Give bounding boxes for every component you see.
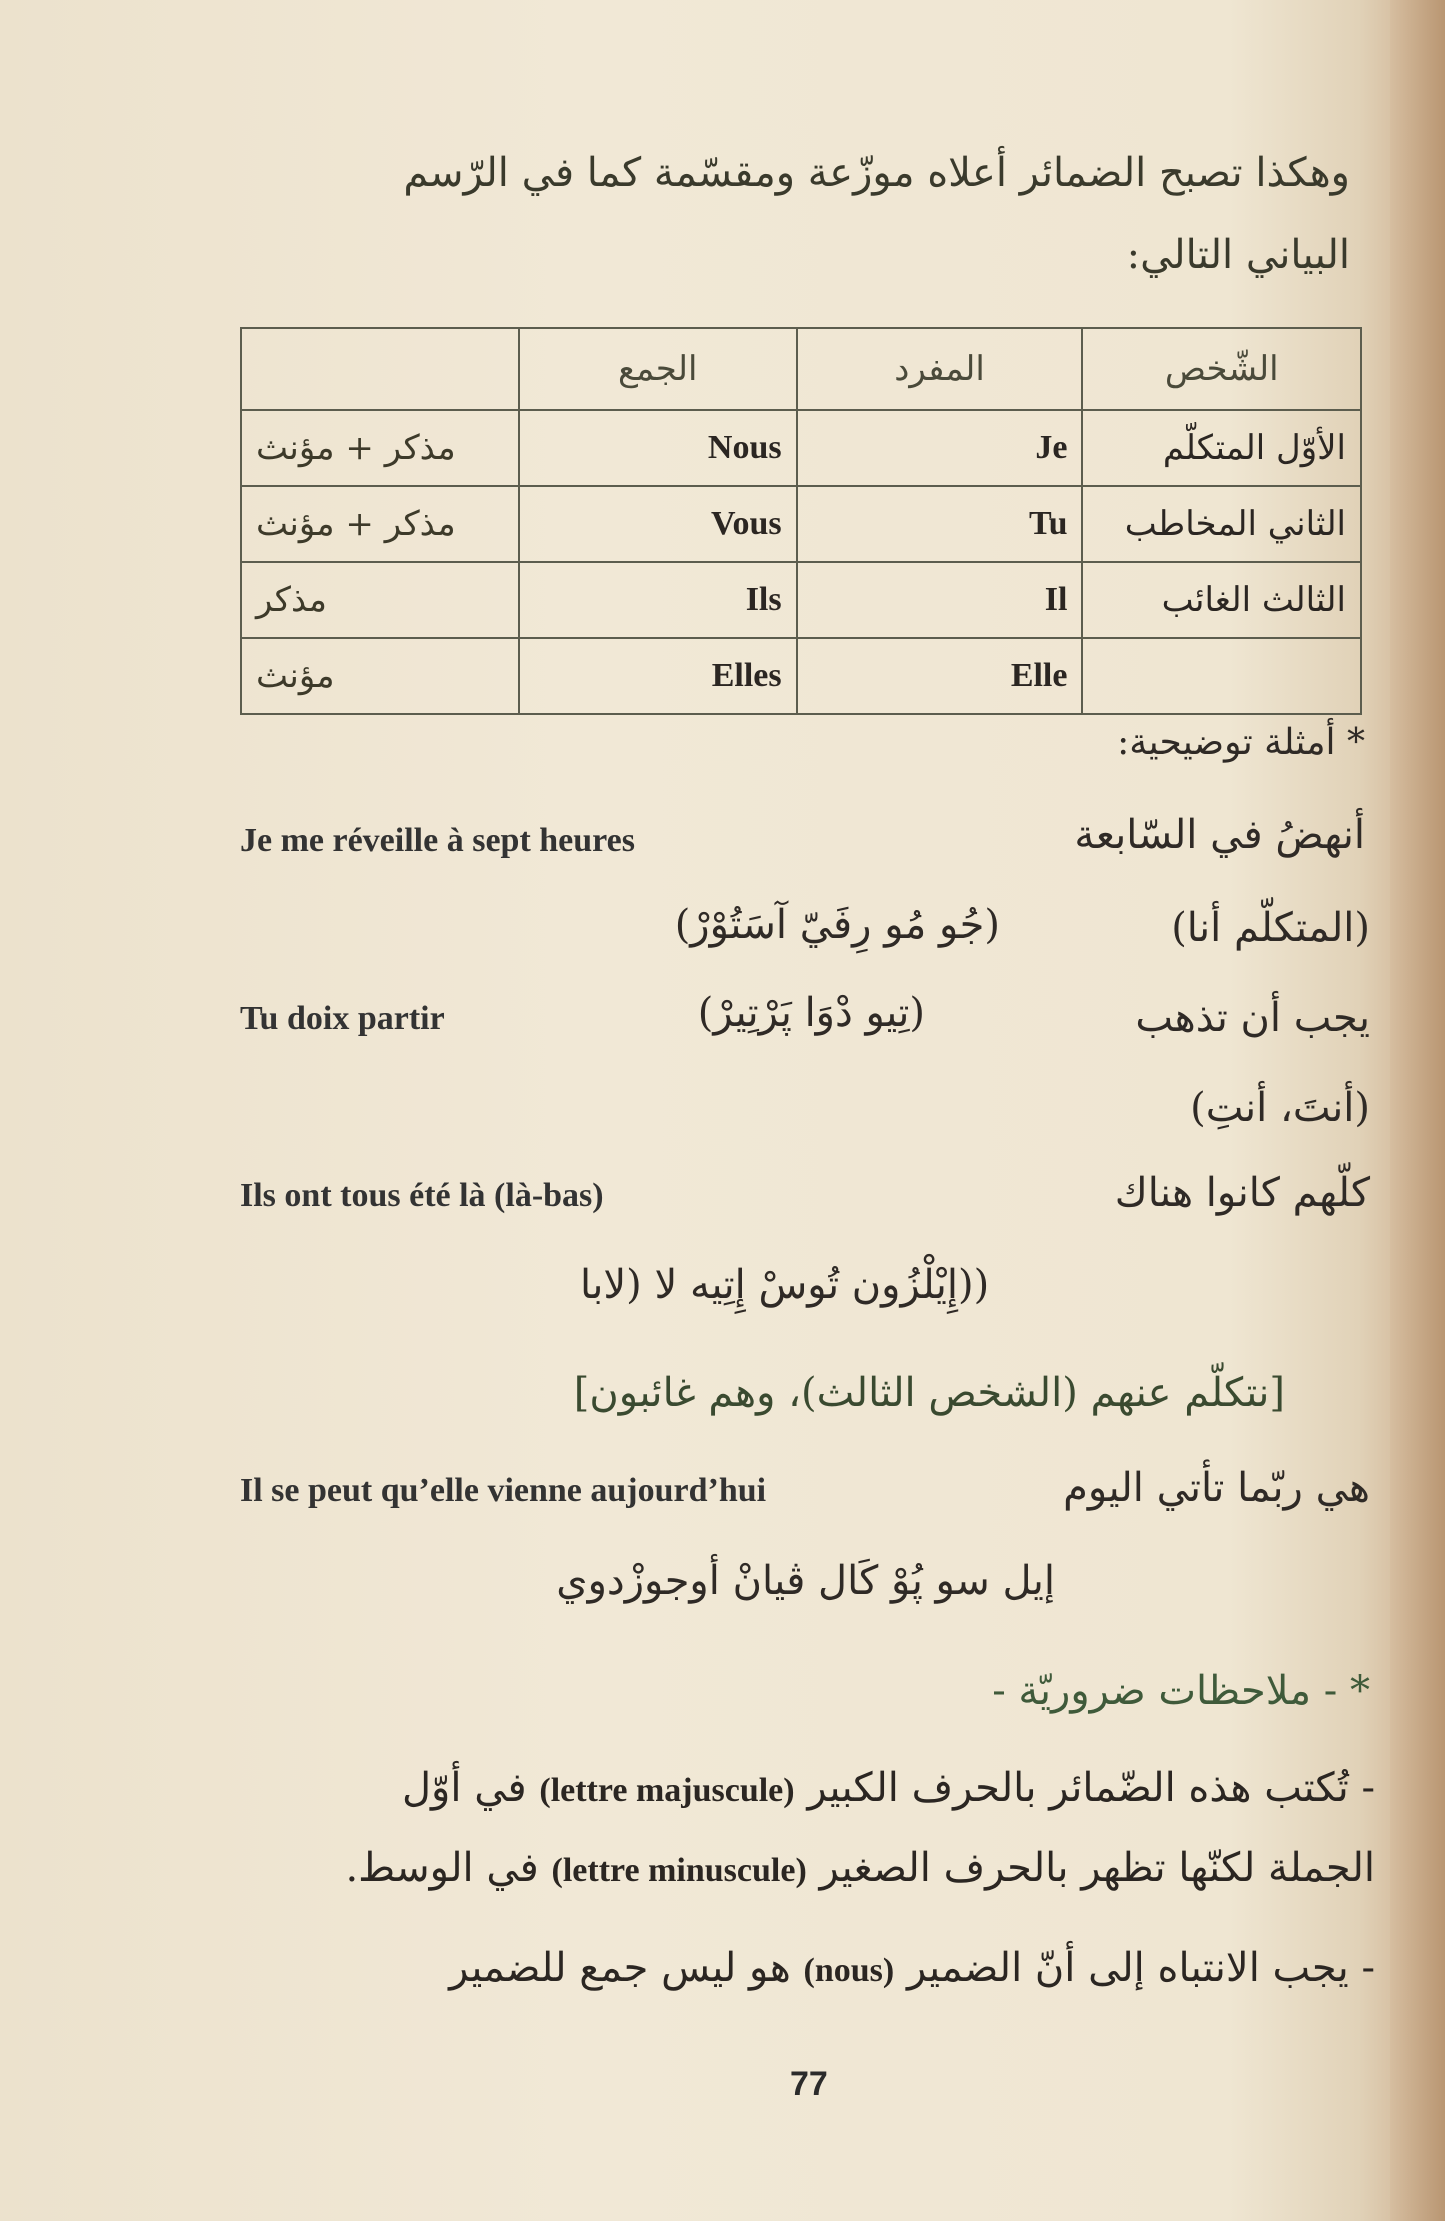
note-2 <box>235 1845 1375 1891</box>
row-note: مذكر + مؤنث <box>241 486 519 562</box>
example-2-gloss: (أنتَ، أنتِ) <box>1190 1085 1370 1131</box>
table-row <box>241 562 1361 638</box>
note-2-part-c: في الوسط. <box>345 1845 539 1891</box>
row-plural: Elles <box>519 638 797 714</box>
row-plural: Ils <box>519 562 797 638</box>
row-person: الثالث الغائب <box>1082 562 1361 638</box>
note-2-part-b: (lettre minuscule) <box>551 1852 807 1889</box>
table-header-row <box>241 328 1361 410</box>
header-plural: الجمع <box>519 328 797 410</box>
page-number: 77 <box>790 2065 828 2103</box>
note-1-part-b: (lettre majuscule) <box>539 1772 795 1809</box>
row-singular: Elle <box>797 638 1083 714</box>
example-3-french: Ils ont tous été là (là-bas) <box>240 1177 604 1214</box>
row-person <box>1082 638 1361 714</box>
note-2-part-a: الجملة لكنّها تظهر بالحرف الصغير <box>819 1845 1375 1891</box>
row-singular: Il <box>797 562 1083 638</box>
row-plural: Vous <box>519 486 797 562</box>
notes-heading: * - ملاحظات ضروريّة - <box>992 1668 1370 1714</box>
example-3-gloss: [نتكلّم عنهم (الشخص الثالث)، وهم غائبون] <box>573 1370 1285 1416</box>
intro-line-2: البياني التالي: <box>1126 232 1350 278</box>
row-singular: Tu <box>797 486 1083 562</box>
row-note: مذكر <box>241 562 519 638</box>
example-2-arabic: يجب أن تذهب <box>1135 995 1370 1041</box>
example-1-arabic: أنهضُ في السّابعة <box>1074 812 1365 858</box>
note-1-part-a: - تُكتب هذه الضّمائر بالحرف الكبير <box>807 1765 1375 1811</box>
note-3-part-c: هو ليس جمع للضمير <box>449 1945 791 1991</box>
example-3-pronunciation: ((إِيْلْزُون تُوسْ إِتِيه لا (لابا <box>580 1262 990 1308</box>
example-4-arabic: هي ربّما تأتي اليوم <box>1063 1465 1370 1511</box>
page-edge <box>1390 0 1445 2221</box>
intro-line-1: وهكذا تصبح الضمائر أعلاه موزّعة ومقسّمة كما في الرّسم <box>403 150 1350 196</box>
note-3-part-a: - يجب الانتباه إلى أنّ الضمير <box>906 1945 1375 1991</box>
example-4-pronunciation: إيل سو پُوْ كَال ڤيانْ أوجوزْدوي <box>556 1558 1055 1604</box>
example-1-french: Je me réveille à sept heures <box>240 822 635 859</box>
table-row <box>241 638 1361 714</box>
example-2-french: Tu doix partir <box>240 1000 445 1037</box>
header-note <box>241 328 519 410</box>
pronoun-table <box>240 327 1362 715</box>
row-note: مؤنث <box>241 638 519 714</box>
header-person: الشّخص <box>1082 328 1361 410</box>
row-person: الأوّل المتكلّم <box>1082 410 1361 486</box>
note-3-part-b: (nous) <box>803 1952 895 1989</box>
row-singular: Je <box>797 410 1083 486</box>
example-1-pronunciation: (جُو مُو رِفَيّ آسَتُوْرْ) <box>674 902 1000 948</box>
example-4-french: Il se peut qu’elle vienne aujourd’hui <box>240 1472 767 1509</box>
example-2-pronunciation: (تِيو دْوَا پَرْتِيرْ) <box>697 990 925 1036</box>
example-1-gloss: (المتكلّم أنا) <box>1171 905 1370 951</box>
row-person: الثاني المخاطب <box>1082 486 1361 562</box>
examples-heading: * أمثلة توضيحية: <box>1117 722 1365 763</box>
row-plural: Nous <box>519 410 797 486</box>
note-1 <box>235 1765 1375 1811</box>
row-note: مذكر + مؤنث <box>241 410 519 486</box>
table-row <box>241 410 1361 486</box>
example-3-arabic: كلّهم كانوا هناك <box>1114 1170 1370 1216</box>
note-1-part-c: في أوّل <box>401 1765 527 1811</box>
table-row <box>241 486 1361 562</box>
note-3 <box>235 1945 1375 1991</box>
header-singular: المفرد <box>797 328 1083 410</box>
